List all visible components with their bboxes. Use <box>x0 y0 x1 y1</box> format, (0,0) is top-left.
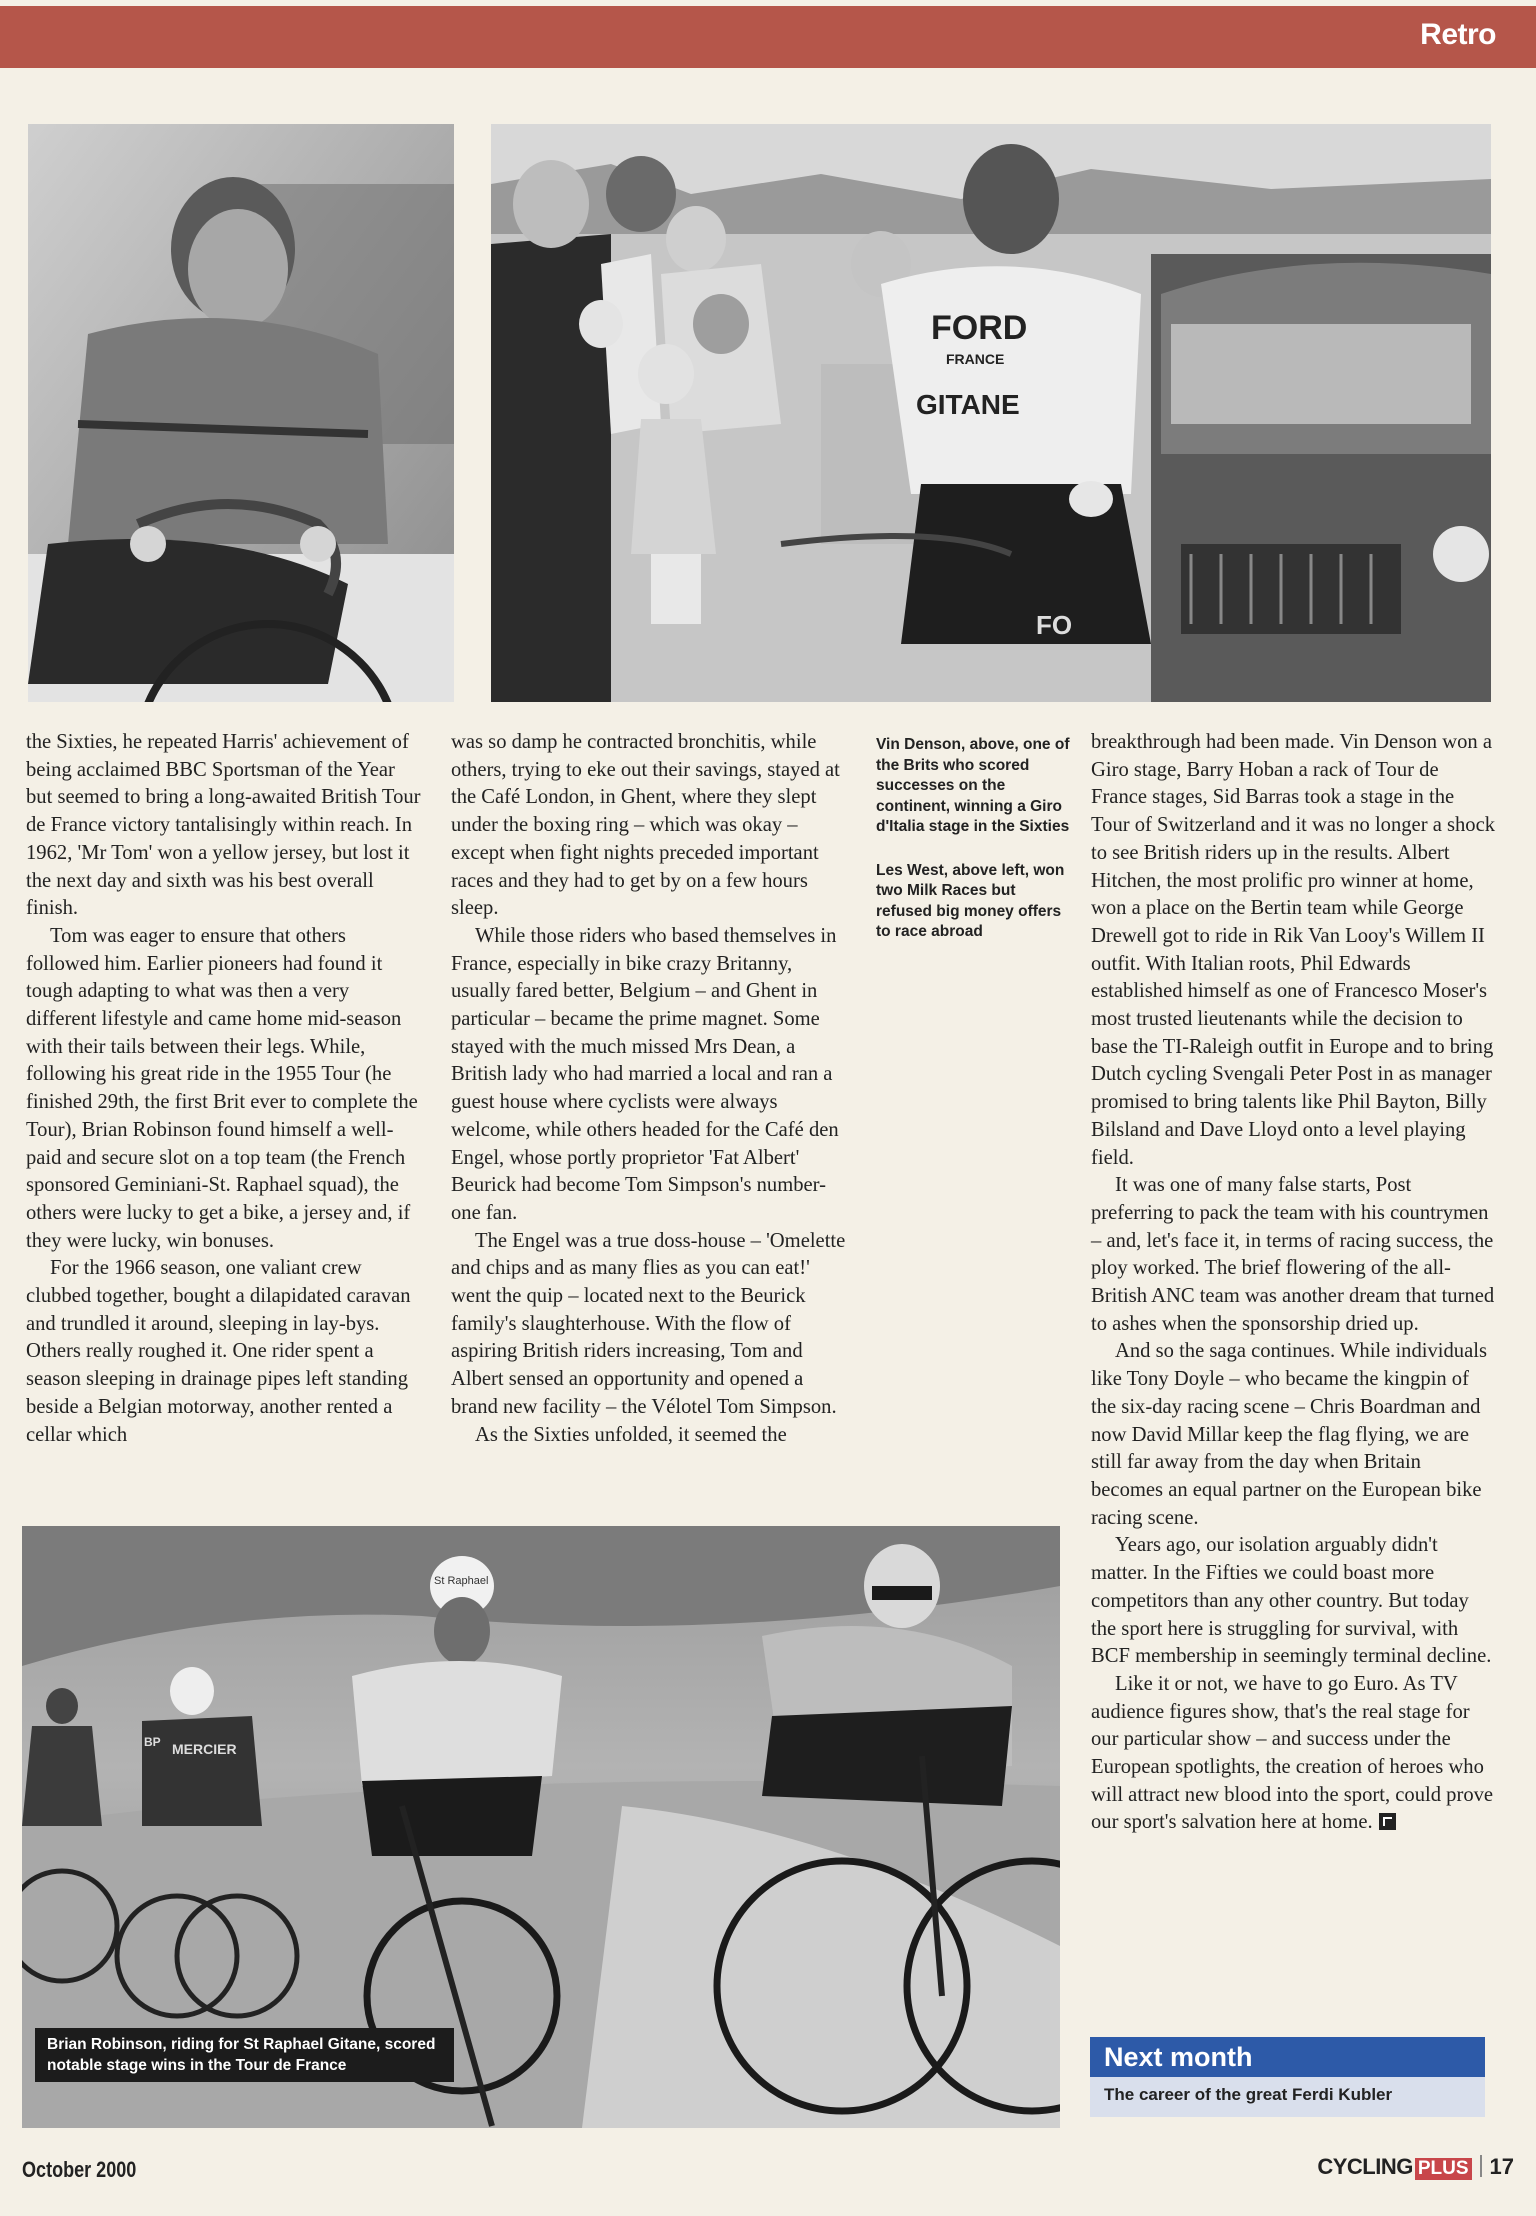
paragraph-final <box>1091 1671 1496 1837</box>
paragraph: For the 1966 season, one valiant crew clubbed together, bought a dilapidated caravan and trundled it around, sleeping in lay-bys. Others really roughed it. One rider spent a season sleeping in drainage pipes left standing beside a Belgian motorway, another rented a cellar which <box>26 1257 411 1446</box>
paragraph: As the Sixties unfolded, it seemed the <box>475 1423 787 1446</box>
next-month-box <box>1090 2037 1485 2117</box>
photo-caption-robinson: Brian Robinson, riding for St Raphael Gitane, scored notable stage wins in the Tour de France <box>35 2028 454 2082</box>
article-column-1 <box>26 729 424 1449</box>
caption-vin-denson: Vin Denson, above, one of the Brits who scored successes on the continent, winning a Giro d'Italia stage in the Sixties <box>876 736 1070 835</box>
page-number: 17 <box>1489 2154 1514 2179</box>
paragraph: was so damp he contracted bronchitis, while others, trying to eke out their savings, stayed at the Café London, in Ghent, where they slept under the boxing ring – which was okay – except when fight nights preceded important races and they had to get by on a few hours sleep. <box>451 731 840 920</box>
caption-les-west: Les West, above left, won two Milk Races but refused big money offers to race abroad <box>876 861 1065 940</box>
photo-les-west <box>28 124 454 702</box>
paragraph: Tom was eager to ensure that others followed him. Earlier pioneers had found it tough adapting to what was then a very different lifestyle and came home mid-season with their tails between their legs. While, following his great ride in the 1955 Tour (he finished 29th, the first Brit ever to complete the Tour), Brian Robinson found himself a well-paid and secure slot on a top team (the French sponsored Geminiani-St. Raphael squad), the others were lucky to get a bike, a jersey and, if they were lucky, win bonuses. <box>26 924 418 1252</box>
caption-column <box>876 735 1071 966</box>
jersey-bp-text: BP <box>144 1735 161 1749</box>
magazine-name: CYCLING <box>1317 2154 1413 2179</box>
footer-masthead <box>1317 2154 1514 2180</box>
photo-vin-denson <box>491 124 1491 702</box>
paragraph: breakthrough had been made. Vin Denson won a Giro stage, Barry Hoban a rack of Tour de France stages, Sid Barras took a stage in the Tour of Switzerland and it was no longer a shock to see British riders up in the results. Albert Hitchen, the most prolific pro winner at home, won a place on the Bertin team while George Drewell got to ride in Rik Van Looy's Willem II outfit. With Italian roots, Phil Edwards established himself as one of Francesco Moser's most trusted lieutenants while the decision to base the TI-Raleigh outfit in Europe and to bring Dutch cycling Svengali Peter Post in as manager promised to bring talents like Phil Bayton, Billy Bilsland and Dave Lloyd onto a level playing field. <box>1091 731 1496 1169</box>
paragraph: the Sixties, he repeated Harris' achievement of being acclaimed BBC Sportsman of the Year but seemed to bring a long-awaited British Tour de France victory tantalisingly within reach. In 1962, 'Mr Tom' won a yellow jersey, but lost it the next day and sixth was his best overall finish. <box>26 731 421 920</box>
next-month-text: The career of the great Ferdi Kubler <box>1104 2085 1393 2104</box>
shorts-text: FO <box>1036 610 1073 640</box>
paragraph: While those riders who based themselves in France, especially in bike crazy Britanny, usually fared better, Belgium – and Ghent in particular – became the prime magnet. Some stayed with the much missed Mrs Dean, a British lady who had married a local and ran a guest house where cyclists were always welcome, while others headed for the Café den Engel, whose portly proprietor 'Fat Albert' Beurick had become Tom Simpson's number-one fan. <box>451 924 839 1224</box>
article-column-2 <box>451 729 851 1449</box>
vin-denson-image <box>491 124 1491 702</box>
jersey-gitane-text: GITANE <box>916 389 1020 420</box>
section-label: Retro <box>1420 18 1496 51</box>
section-header-bar <box>0 6 1536 68</box>
les-west-image <box>28 124 454 702</box>
paragraph: And so the saga continues. While individuals like Tony Doyle – who became the kingpin of the six-day racing scene – Chris Boardman and now David Millar keep the flag flying, we are still far away from the day when Britain becomes an equal partner on the European bike racing scene. <box>1091 1340 1487 1529</box>
final-text: Like it or not, we have to go Euro. As TV audience figures show, that's the real stage for our particular show – and success under the European spotlights, the creation of heroes who will attract new blood into the sport, could prove our sport's salvation here at home. <box>1091 1672 1494 1834</box>
paragraph: It was one of many false starts, Post preferring to pack the team with his countrymen – and, let's face it, in terms of racing success, the ploy worked. The brief flowering of the all-British ANC team was another dream that turned to ashes when the sponsorship dried up. <box>1091 1174 1495 1335</box>
article-column-4 <box>1091 729 1496 1837</box>
paragraph: Years ago, our isolation arguably didn't matter. In the Fifties we could boast more competitors than any other country. But today the sport here is struggling for survival, with BCF membership in seemingly terminal decline. <box>1091 1534 1492 1668</box>
next-month-heading: Next month <box>1090 2037 1485 2077</box>
issue-date: October 2000 <box>22 2157 137 2182</box>
jersey-france-text: FRANCE <box>946 351 1005 367</box>
cap-text: St Raphael <box>434 1575 489 1587</box>
end-of-article-icon <box>1379 1813 1396 1830</box>
jersey-mercier-text: MERCIER <box>172 1741 237 1757</box>
magazine-name-plus: PLUS <box>1415 2158 1472 2180</box>
footer-divider <box>1480 2155 1482 2177</box>
jersey-ford-text: FORD <box>931 309 1028 347</box>
paragraph: The Engel was a true doss-house – 'Omelette and chips and as many flies as you can eat!' went the quip – located next to the Beurick family's slaughterhouse. With the flow of aspiring British riders increasing, Tom and Albert sensed an opportunity and opened a brand new facility – the Vélotel Tom Simpson. <box>451 1229 846 1418</box>
